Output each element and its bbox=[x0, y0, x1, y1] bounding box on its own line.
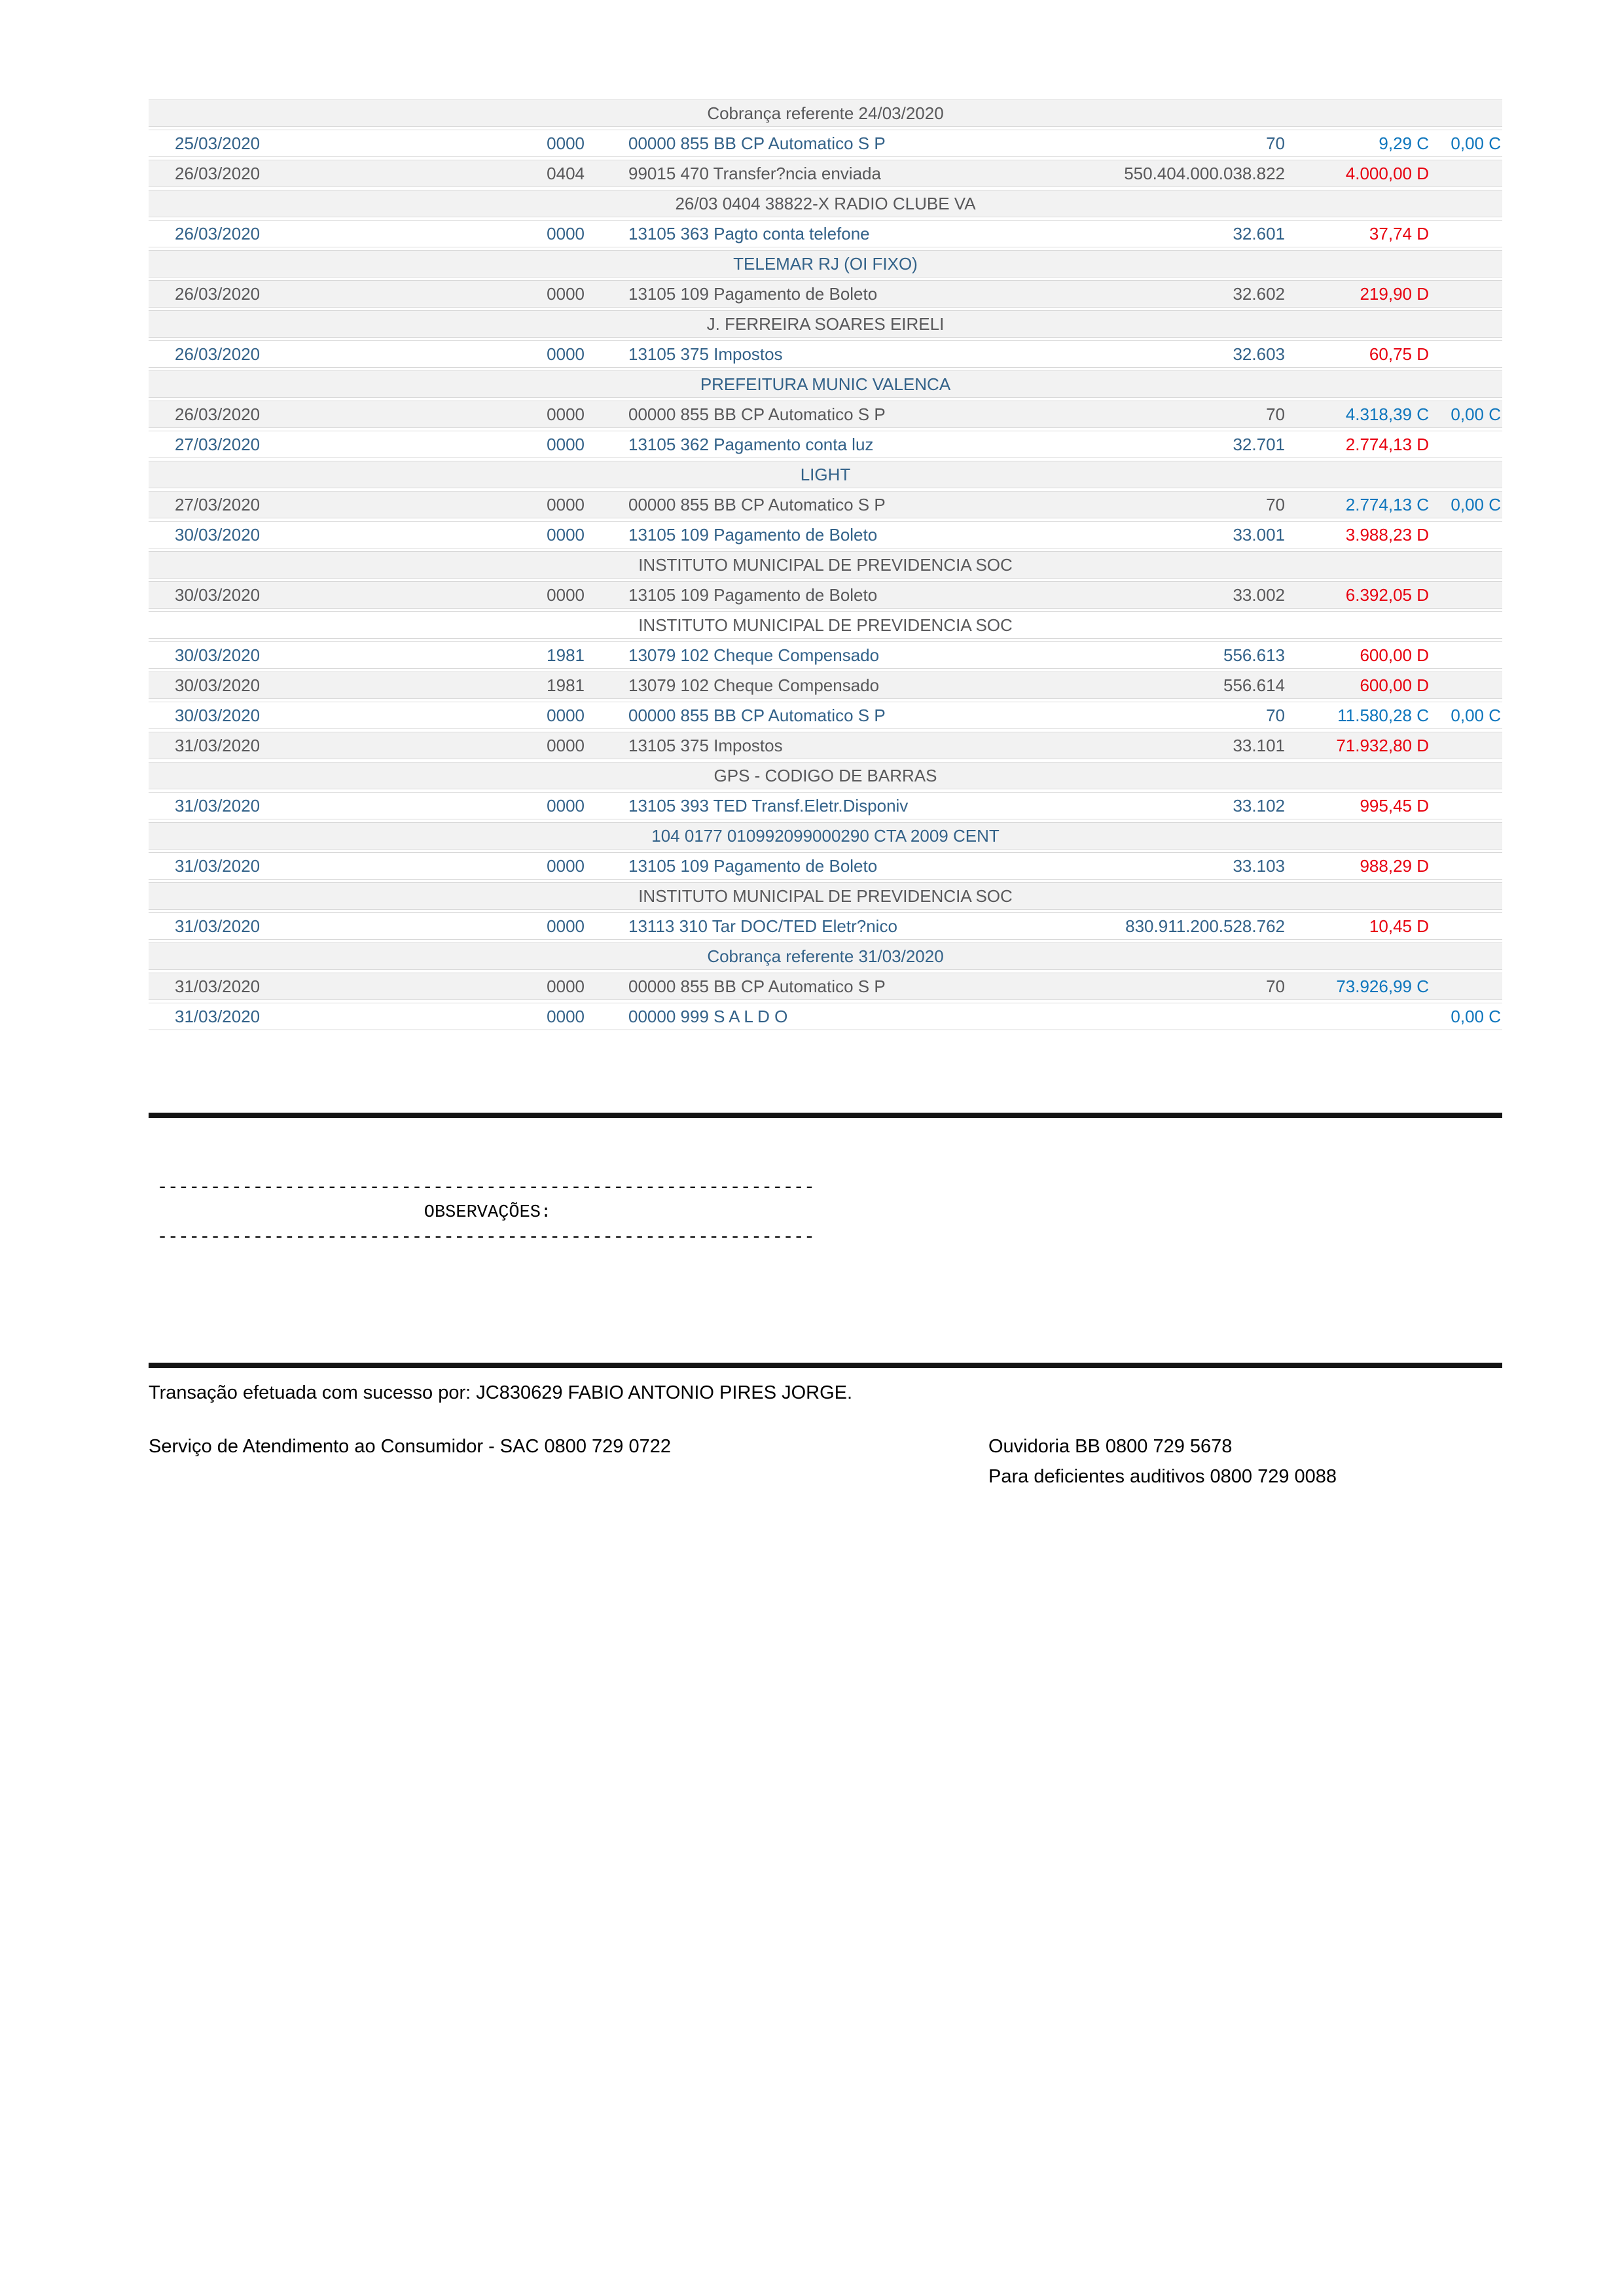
agency-cell: 0404 bbox=[547, 164, 585, 183]
sac-phone-line: Serviço de Atendimento ao Consumidor - SAC 0800 729 0722 bbox=[149, 1436, 671, 1457]
footer-top-rule bbox=[149, 1363, 1502, 1368]
description-cell: 13079 102 Cheque Compensado bbox=[628, 675, 880, 695]
transaction-detail-row bbox=[149, 942, 1502, 970]
document-number-cell: 33.102 bbox=[1233, 796, 1285, 816]
value-cell: 600,00 D bbox=[1360, 645, 1429, 665]
document-number-cell: 70 bbox=[1266, 134, 1285, 153]
value-cell: 4.000,00 D bbox=[1345, 164, 1429, 183]
detail-text: GPS - CODIGO DE BARRAS bbox=[713, 766, 937, 785]
transaction-row bbox=[149, 491, 1502, 518]
agency-cell: 0000 bbox=[547, 706, 585, 725]
document-number-cell: 556.613 bbox=[1223, 645, 1285, 665]
document-number-cell: 33.001 bbox=[1233, 525, 1285, 545]
transaction-detail-row bbox=[149, 551, 1502, 579]
date-cell: 25/03/2020 bbox=[175, 134, 261, 153]
detail-text: J. FERREIRA SOARES EIRELI bbox=[706, 314, 945, 334]
description-cell: 13105 109 Pagamento de Boleto bbox=[628, 525, 878, 545]
value-cell: 4.318,39 C bbox=[1345, 404, 1429, 424]
transaction-detail-row bbox=[149, 461, 1502, 488]
transaction-row bbox=[149, 792, 1502, 819]
observations-label: OBSERVAÇÕES: bbox=[424, 1203, 552, 1223]
table-bottom-rule bbox=[149, 1113, 1502, 1118]
description-cell: 13113 310 Tar DOC/TED Eletr?nico bbox=[628, 916, 897, 936]
agency-cell: 0000 bbox=[547, 495, 585, 514]
transaction-detail-row bbox=[149, 822, 1502, 850]
date-cell: 27/03/2020 bbox=[175, 495, 261, 514]
document-number-cell: 830.911.200.528.762 bbox=[1125, 916, 1285, 936]
description-cell: 13105 363 Pagto conta telefone bbox=[628, 224, 870, 243]
observations-dash-line-bottom: -------------------------------------------------------------- bbox=[157, 1228, 815, 1247]
transaction-row bbox=[149, 401, 1502, 428]
transaction-row bbox=[149, 672, 1502, 699]
transaction-row bbox=[149, 581, 1502, 609]
value-cell: 9,29 C bbox=[1379, 134, 1429, 153]
document-number-cell: 33.101 bbox=[1233, 736, 1285, 755]
value-cell: 71.932,80 D bbox=[1336, 736, 1429, 755]
detail-text: INSTITUTO MUNICIPAL DE PREVIDENCIA SOC bbox=[638, 555, 1013, 575]
transaction-detail-row bbox=[149, 250, 1502, 278]
transaction-success-message: Transação efetuada com sucesso por: JC830629 FABIO ANTONIO PIRES JORGE. bbox=[149, 1382, 853, 1403]
transaction-row bbox=[149, 280, 1502, 308]
value-cell: 600,00 D bbox=[1360, 675, 1429, 695]
description-cell: 13105 375 Impostos bbox=[628, 736, 783, 755]
transaction-row bbox=[149, 1003, 1502, 1030]
document-number-cell: 33.103 bbox=[1233, 856, 1285, 876]
document-number-cell: 550.404.000.038.822 bbox=[1124, 164, 1285, 183]
detail-text: LIGHT bbox=[800, 465, 851, 484]
transaction-row bbox=[149, 521, 1502, 548]
transaction-row bbox=[149, 641, 1502, 669]
value-cell: 73.926,99 C bbox=[1336, 977, 1429, 996]
hearing-impaired-phone-line: Para deficientes auditivos 0800 729 0088 bbox=[988, 1466, 1337, 1487]
transaction-row bbox=[149, 973, 1502, 1000]
balance-cell: 0,00 C bbox=[1451, 1007, 1501, 1026]
transaction-row bbox=[149, 852, 1502, 880]
detail-text: 26/03 0404 38822-X RADIO CLUBE VA bbox=[675, 194, 976, 213]
agency-cell: 0000 bbox=[547, 435, 585, 454]
document-number-cell: 32.601 bbox=[1233, 224, 1285, 243]
description-cell: 00000 855 BB CP Automatico S P bbox=[628, 495, 886, 514]
description-cell: 13105 393 TED Transf.Eletr.Disponiv bbox=[628, 796, 909, 816]
agency-cell: 0000 bbox=[547, 916, 585, 936]
description-cell: 00000 855 BB CP Automatico S P bbox=[628, 404, 886, 424]
description-cell: 00000 855 BB CP Automatico S P bbox=[628, 706, 886, 725]
agency-cell: 0000 bbox=[547, 977, 585, 996]
date-cell: 31/03/2020 bbox=[175, 856, 261, 876]
document-number-cell: 32.603 bbox=[1233, 344, 1285, 364]
description-cell: 13105 109 Pagamento de Boleto bbox=[628, 284, 878, 304]
agency-cell: 0000 bbox=[547, 284, 585, 304]
agency-cell: 0000 bbox=[547, 224, 585, 243]
document-number-cell: 32.602 bbox=[1233, 284, 1285, 304]
value-cell: 3.988,23 D bbox=[1345, 525, 1429, 545]
transaction-row bbox=[149, 220, 1502, 247]
balance-cell: 0,00 C bbox=[1451, 404, 1501, 424]
date-cell: 30/03/2020 bbox=[175, 585, 261, 605]
agency-cell: 1981 bbox=[547, 675, 585, 695]
description-cell: 13079 102 Cheque Compensado bbox=[628, 645, 880, 665]
transaction-detail-row bbox=[149, 370, 1502, 398]
description-cell: 13105 109 Pagamento de Boleto bbox=[628, 585, 878, 605]
value-cell: 6.392,05 D bbox=[1345, 585, 1429, 605]
date-cell: 30/03/2020 bbox=[175, 645, 261, 665]
document-number-cell: 70 bbox=[1266, 404, 1285, 424]
transaction-detail-row bbox=[149, 762, 1502, 789]
date-cell: 31/03/2020 bbox=[175, 736, 261, 755]
description-cell: 00000 855 BB CP Automatico S P bbox=[628, 977, 886, 996]
value-cell: 988,29 D bbox=[1360, 856, 1429, 876]
date-cell: 30/03/2020 bbox=[175, 675, 261, 695]
transaction-detail-row bbox=[149, 882, 1502, 910]
date-cell: 31/03/2020 bbox=[175, 796, 261, 816]
description-cell: 13105 375 Impostos bbox=[628, 344, 783, 364]
document-number-cell: 70 bbox=[1266, 977, 1285, 996]
detail-text: INSTITUTO MUNICIPAL DE PREVIDENCIA SOC bbox=[638, 886, 1013, 906]
transaction-row bbox=[149, 732, 1502, 759]
document-number-cell: 556.614 bbox=[1223, 675, 1285, 695]
detail-text: 104 0177 010992099000290 CTA 2009 CENT bbox=[651, 826, 1000, 846]
balance-cell: 0,00 C bbox=[1451, 134, 1501, 153]
value-cell: 995,45 D bbox=[1360, 796, 1429, 816]
detail-text: Cobrança referente 24/03/2020 bbox=[707, 103, 944, 123]
date-cell: 30/03/2020 bbox=[175, 525, 261, 545]
agency-cell: 1981 bbox=[547, 645, 585, 665]
value-cell: 60,75 D bbox=[1369, 344, 1429, 364]
observations-dash-line-top: -------------------------------------------------------------- bbox=[157, 1178, 815, 1198]
agency-cell: 0000 bbox=[547, 736, 585, 755]
detail-text: INSTITUTO MUNICIPAL DE PREVIDENCIA SOC bbox=[638, 615, 1013, 635]
detail-text: Cobrança referente 31/03/2020 bbox=[707, 946, 944, 966]
date-cell: 27/03/2020 bbox=[175, 435, 261, 454]
date-cell: 26/03/2020 bbox=[175, 404, 261, 424]
description-cell: 99015 470 Transfer?ncia enviada bbox=[628, 164, 881, 183]
transaction-row bbox=[149, 702, 1502, 729]
transaction-row bbox=[149, 340, 1502, 368]
agency-cell: 0000 bbox=[547, 134, 585, 153]
transaction-detail-row bbox=[149, 99, 1502, 127]
value-cell: 219,90 D bbox=[1360, 284, 1429, 304]
document-number-cell: 33.002 bbox=[1233, 585, 1285, 605]
agency-cell: 0000 bbox=[547, 525, 585, 545]
observations-block bbox=[157, 1175, 818, 1250]
detail-text: PREFEITURA MUNIC VALENCA bbox=[700, 374, 951, 394]
value-cell: 2.774,13 C bbox=[1345, 495, 1429, 514]
description-cell: 00000 999 S A L D O bbox=[628, 1007, 788, 1026]
transaction-detail-row bbox=[149, 190, 1502, 217]
detail-text: TELEMAR RJ (OI FIXO) bbox=[733, 254, 918, 274]
date-cell: 31/03/2020 bbox=[175, 916, 261, 936]
ouvidoria-phone-line: Ouvidoria BB 0800 729 5678 bbox=[988, 1436, 1233, 1457]
description-cell: 13105 362 Pagamento conta luz bbox=[628, 435, 874, 454]
document-number-cell: 70 bbox=[1266, 706, 1285, 725]
transaction-row bbox=[149, 130, 1502, 157]
balance-cell: 0,00 C bbox=[1451, 495, 1501, 514]
date-cell: 26/03/2020 bbox=[175, 284, 261, 304]
date-cell: 30/03/2020 bbox=[175, 706, 261, 725]
transactions-table bbox=[149, 99, 1502, 1033]
transaction-detail-row bbox=[149, 310, 1502, 338]
value-cell: 37,74 D bbox=[1369, 224, 1429, 243]
date-cell: 26/03/2020 bbox=[175, 344, 261, 364]
description-cell: 13105 109 Pagamento de Boleto bbox=[628, 856, 878, 876]
date-cell: 26/03/2020 bbox=[175, 224, 261, 243]
date-cell: 26/03/2020 bbox=[175, 164, 261, 183]
date-cell: 31/03/2020 bbox=[175, 977, 261, 996]
description-cell: 00000 855 BB CP Automatico S P bbox=[628, 134, 886, 153]
agency-cell: 0000 bbox=[547, 585, 585, 605]
transaction-row bbox=[149, 431, 1502, 458]
value-cell: 11.580,28 C bbox=[1337, 706, 1429, 725]
balance-cell: 0,00 C bbox=[1451, 706, 1501, 725]
document-number-cell: 70 bbox=[1266, 495, 1285, 514]
agency-cell: 0000 bbox=[547, 404, 585, 424]
transaction-row bbox=[149, 912, 1502, 940]
transaction-row bbox=[149, 160, 1502, 187]
value-cell: 2.774,13 D bbox=[1345, 435, 1429, 454]
value-cell: 10,45 D bbox=[1369, 916, 1429, 936]
agency-cell: 0000 bbox=[547, 344, 585, 364]
agency-cell: 0000 bbox=[547, 796, 585, 816]
agency-cell: 0000 bbox=[547, 1007, 585, 1026]
document-number-cell: 32.701 bbox=[1233, 435, 1285, 454]
agency-cell: 0000 bbox=[547, 856, 585, 876]
transaction-detail-row bbox=[149, 611, 1502, 639]
date-cell: 31/03/2020 bbox=[175, 1007, 261, 1026]
